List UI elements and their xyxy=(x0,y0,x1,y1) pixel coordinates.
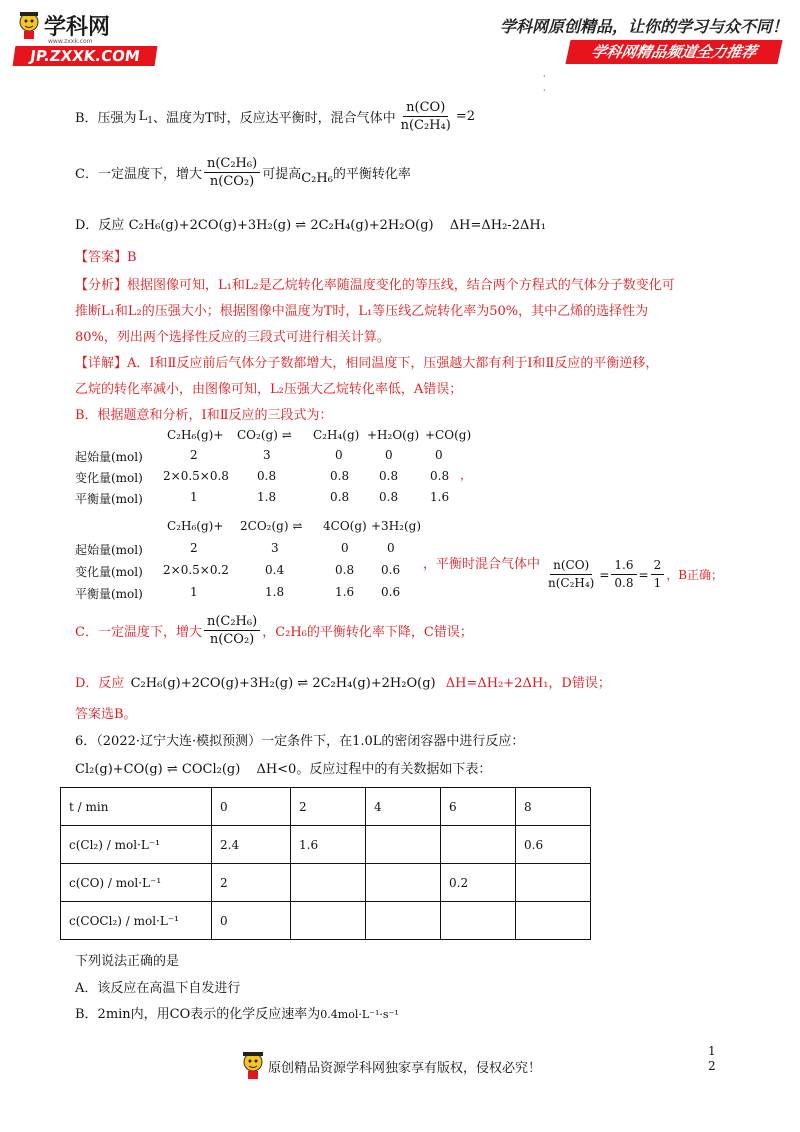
detail-c: C．一定温度下，增大 $\frac{\text{n(C₂H₆)}}{\text{n(CO₂)}}$ ，C₂H₆的平衡转化率下降，C错误； xyxy=(75,614,473,647)
option-b-text: B．压强为 xyxy=(75,111,137,126)
t2-row-label: 起始量(mol) xyxy=(75,543,143,557)
header-slogan: 学科网原创精品，让你的学习与众不同！ xyxy=(500,17,789,36)
t1-row-label: 平衡量(mol) xyxy=(75,492,143,506)
t2-cell: 0.8 xyxy=(335,563,355,577)
t2-cell: 0 xyxy=(341,541,349,555)
table-header-cell: 6 xyxy=(441,788,516,826)
t1-cell: 0.8 xyxy=(379,490,399,504)
analysis-line: 【分析】根据图像可知，L₁和L₂是乙烷转化率随温度变化的等压线，结合两个方程式的气体分子数变化可 xyxy=(75,278,675,293)
pressure-l: $L_1$ xyxy=(138,109,153,126)
table-cell xyxy=(516,902,591,940)
table-row-label: c(CO) / mol·L⁻¹ xyxy=(61,864,212,902)
t2-row-label: 平衡量(mol) xyxy=(75,587,143,601)
table-cell xyxy=(291,864,366,902)
species-formula: C₂H₆ xyxy=(301,171,333,186)
t1-cell: 3 xyxy=(263,448,271,462)
table-row xyxy=(61,902,591,940)
t1-cell: 1.8 xyxy=(257,490,277,504)
t1-cell: 0 xyxy=(435,448,443,462)
answer-line xyxy=(75,246,137,265)
question-prompt: 下列说法正确的是 xyxy=(75,954,180,969)
t2-header: C₂H₆(g)+ xyxy=(167,519,224,533)
logo-url[interactable]: JP.ZXXK.COM xyxy=(13,46,158,66)
t2-cell: 2 xyxy=(190,541,198,555)
table-cell: 2.4 xyxy=(212,826,291,864)
table-cell xyxy=(441,826,516,864)
reaction-equation: C₂H₆(g)+2CO(g)+3H₂(g) ⇌ 2C₂H₄(g)+2H₂O(g) xyxy=(128,218,434,233)
t2-header: 2CO₂(g) ⇌ xyxy=(240,519,303,533)
table-cell xyxy=(441,902,516,940)
t2-cell: 0 xyxy=(387,541,395,555)
t2-cell: 2×0.5×0.2 xyxy=(163,563,229,577)
t2-cell: 0.6 xyxy=(381,585,401,599)
table-row-label: c(Cl₂) / mol·L⁻¹ xyxy=(61,826,212,864)
page-total: 2 xyxy=(708,1059,716,1073)
page-number: 1 xyxy=(708,1044,716,1058)
logo-domain: www.zxxk.com xyxy=(48,38,93,45)
ratio-fraction: $\frac{1.6}{0.8}$ xyxy=(611,558,636,591)
ratio-fraction: $\frac{\text{n(C₂H₆)}}{\text{n(CO₂)}}$ xyxy=(204,156,260,189)
question-6-equation: Cl₂(g)+CO(g) ⇌ COCl₂(g) ΔH<0。反应过程中的有关数据如下表： xyxy=(75,762,492,777)
option-c xyxy=(75,156,411,189)
site-logo[interactable] xyxy=(14,8,164,66)
answer-label: 【答案】 xyxy=(75,250,128,265)
analysis-line: 推断L₁和L₂的压强大小；根据图像中温度为T时，L₁等压线乙烷转化率为50%，其中乙烯的选择性为 xyxy=(75,304,649,319)
table-cell: 0.6 xyxy=(516,826,591,864)
t1-header: C₂H₆(g)+ xyxy=(167,428,224,442)
detail-label: 【详解】 xyxy=(75,356,128,371)
t2-cell: 1.8 xyxy=(265,585,285,599)
table-cell: 1.6 xyxy=(291,826,366,864)
header-banner[interactable]: 学科网精品频道全力推荐 xyxy=(565,40,782,64)
t1-cell: 0 xyxy=(385,448,393,462)
t2-note: ，平衡时混合气体中 xyxy=(423,557,541,572)
option-b-text: 、温度为T时，反应达平衡时，混合气体中 xyxy=(152,111,396,126)
t2-cell: 0.4 xyxy=(265,563,285,577)
t2-cell: 1 xyxy=(190,585,198,599)
t1-cell: 2 xyxy=(190,448,198,462)
t1-row-label: 起始量(mol) xyxy=(75,450,143,464)
ratio-fraction: $\frac{n(CO)}{\text{n(C₂H₄)}}$ xyxy=(400,100,451,133)
table-cell xyxy=(291,902,366,940)
table-row-label: c(COCl₂) / mol·L⁻¹ xyxy=(61,902,212,940)
analysis-line: 80%，列出两个选择性反应的三段式可进行相关计算。 xyxy=(75,330,390,345)
enthalpy-expression: ΔH=ΔH₂-2ΔH₁ xyxy=(449,218,546,233)
footer-copyright: 原创精品资源学科网独家享有版权，侵权必究！ xyxy=(268,1061,542,1076)
logo-name: 学科网 xyxy=(44,15,111,40)
ratio-fraction: $\frac{2}{1}$ xyxy=(651,558,665,591)
option-b-q6: B．2min内，用CO表示的化学反应速率为0.4mol·L⁻¹·s⁻¹ xyxy=(75,1007,399,1022)
t2-row-label: 变化量(mol) xyxy=(75,565,143,579)
t1-cell: 0 xyxy=(335,448,343,462)
table-cell xyxy=(366,864,441,902)
dot-mark: · xyxy=(543,72,546,81)
t1-cell: 0.8 xyxy=(257,469,277,483)
reaction-equation: C₂H₆(g)+2CO(g)+3H₂(g) ⇌ 2C₂H₄(g)+2H₂O(g) xyxy=(130,676,436,691)
mascot-icon xyxy=(16,10,42,40)
option-b-value: =2 xyxy=(455,109,476,124)
t2-header: +3H₂(g) xyxy=(371,519,422,533)
mascot-icon xyxy=(238,1050,268,1080)
analysis-label: 【分析】 xyxy=(75,278,128,293)
t2-cell: 3 xyxy=(271,541,279,555)
question-6-stem: 6．（2022·辽宁大连·模拟预测）一定条件下，在1.0L的密闭容器中进行反应： xyxy=(75,734,525,749)
table-cell xyxy=(366,902,441,940)
table-header-cell: 4 xyxy=(366,788,441,826)
three-stage-table-2 xyxy=(75,519,435,599)
t2-header: 4CO(g) xyxy=(323,519,367,533)
answer-value: B xyxy=(127,250,137,265)
t1-header: +CO(g) xyxy=(425,428,472,442)
detail-line: 【详解】A．Ⅰ和Ⅱ反应前后气体分子数都增大，相同温度下，压强越大都有利于Ⅰ和Ⅱ反应的平衡逆移， xyxy=(75,356,659,371)
t1-cell: 0.8 xyxy=(430,469,450,483)
t1-cell: 1.6 xyxy=(430,490,450,504)
option-a: A．该反应在高温下自发进行 xyxy=(75,981,241,996)
detail-line: 乙烷的转化率减小，由图像可知，L₂压强大乙烷转化率低，A错误； xyxy=(75,382,463,397)
data-table xyxy=(60,787,591,940)
t2-conclusion: ，B正确； xyxy=(666,568,724,582)
option-d xyxy=(75,214,546,233)
t1-header: +H₂O(g) xyxy=(367,428,420,442)
t2-cell: 1.6 xyxy=(335,585,355,599)
table-header-cell: t / min xyxy=(61,788,212,826)
t1-header: CO₂(g) ⇌ xyxy=(237,428,292,442)
final-answer: 答案选B。 xyxy=(75,707,137,722)
option-b xyxy=(75,100,475,133)
table-row xyxy=(61,864,591,902)
table-header-cell: 0 xyxy=(212,788,291,826)
table-row xyxy=(61,788,591,826)
ratio-fraction: $\frac{n(CO)}{\text{n(C₂H₄)}}$ xyxy=(548,558,595,590)
dot-mark: · xyxy=(543,86,546,95)
t1-cell: 2×0.5×0.8 xyxy=(163,469,229,483)
table-header-cell: 8 xyxy=(516,788,591,826)
t1-cell: 0.8 xyxy=(379,469,399,483)
option-c-text: 的平衡转化率 xyxy=(332,167,411,182)
option-c-text: C．一定温度下，增大 xyxy=(75,167,202,182)
t1-row-label: 变化量(mol) xyxy=(75,471,143,485)
table-cell xyxy=(516,864,591,902)
ratio-fraction: $\frac{\text{n(C₂H₆)}}{\text{n(CO₂)}}$ xyxy=(204,614,260,647)
option-c-text: 可提高 xyxy=(262,167,302,182)
t1-cell: 0.8 xyxy=(330,469,350,483)
detail-line: B．根据题意和分析，Ⅰ和Ⅱ反应的三段式为： xyxy=(75,408,333,423)
table-cell: 0 xyxy=(212,902,291,940)
t1-cell: 1 xyxy=(190,490,198,504)
t1-cell: 0.8 xyxy=(330,490,350,504)
table-header-cell: 2 xyxy=(291,788,366,826)
t1-separator: ， xyxy=(460,468,473,482)
equilibrium-ratio: $\frac{n(CO)}{\text{n(C₂H₄)}}$ = $\frac{1.6}{0.8}$ = $\frac{2}{1}$ ，B正确； xyxy=(543,558,723,591)
detail-d: D．反应 C₂H₆(g)+2CO(g)+3H₂(g) ⇌ 2C₂H₄(g)+2H₂O(g) ΔH=ΔH₂+2ΔH₁，D错误； xyxy=(75,676,611,691)
table-row xyxy=(61,826,591,864)
option-d-text: D．反应 xyxy=(75,218,125,233)
t2-cell: 0.6 xyxy=(381,563,401,577)
table-cell: 2 xyxy=(212,864,291,902)
t1-header: C₂H₄(g) xyxy=(313,428,360,442)
table-cell xyxy=(366,826,441,864)
three-stage-table-1 xyxy=(75,428,475,508)
table-cell: 0.2 xyxy=(441,864,516,902)
